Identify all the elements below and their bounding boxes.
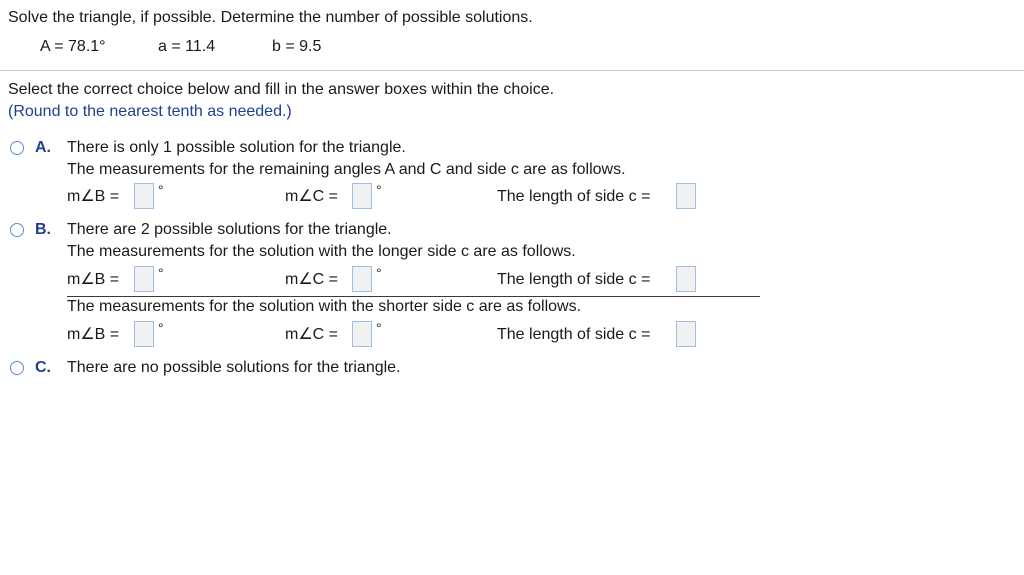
choice-a-radio[interactable] (10, 141, 24, 155)
choice-b-separator (67, 296, 760, 297)
question-text: Solve the triangle, if possible. Determine the number of possible solutions. (8, 9, 533, 26)
choice-b2-side-c-label: The length of side c = (497, 326, 651, 343)
choice-a-angle-c-label: m∠C = (285, 188, 339, 205)
choice-b1-angle-c-input[interactable] (352, 266, 372, 292)
choice-b-subtext-shorter: The measurements for the solution with the shorter side c are as follows. (67, 298, 582, 315)
choice-a-angle-b-degree: ° (158, 182, 164, 198)
choice-a-angle-c-input[interactable] (352, 183, 372, 209)
choice-b2-angle-b-label: m∠B = (67, 326, 120, 343)
choice-b1-angle-b-input[interactable] (134, 266, 154, 292)
choice-a-side-c-input[interactable] (676, 183, 696, 209)
given-side-b: b = 9.5 (272, 38, 322, 55)
choice-a-text: There is only 1 possible solution for the triangle. (67, 139, 406, 156)
choice-b1-angle-c-label: m∠C = (285, 271, 339, 288)
choice-a-letter: A. (35, 139, 51, 156)
choice-b-text: There are 2 possible solutions for the triangle. (67, 221, 392, 238)
instruction-text: Select the correct choice below and fill in the answer boxes within the choice. (8, 81, 555, 98)
choice-a-angle-c-degree: ° (376, 182, 382, 198)
header-divider (0, 70, 1024, 71)
rounding-note: (Round to the nearest tenth as needed.) (8, 103, 292, 120)
given-side-a: a = 11.4 (158, 38, 216, 55)
choice-b1-side-c-input[interactable] (676, 266, 696, 292)
choice-b1-side-c-label: The length of side c = (497, 271, 651, 288)
choice-b2-angle-b-input[interactable] (134, 321, 154, 347)
choice-b1-angle-b-label: m∠B = (67, 271, 120, 288)
choice-b-radio[interactable] (10, 223, 24, 237)
choice-c-text: There are no possible solutions for the triangle. (67, 359, 401, 376)
choice-b2-angle-c-input[interactable] (352, 321, 372, 347)
choice-a-side-c-label: The length of side c = (497, 188, 651, 205)
choice-b2-side-c-input[interactable] (676, 321, 696, 347)
choice-c-radio[interactable] (10, 361, 24, 375)
choice-b1-angle-b-degree: ° (158, 265, 164, 281)
choice-b2-angle-c-degree: ° (376, 320, 382, 336)
choice-a-angle-b-label: m∠B = (67, 188, 120, 205)
choice-b-subtext-longer: The measurements for the solution with the longer side c are as follows. (67, 243, 576, 260)
choice-a-subtext: The measurements for the remaining angles A and C and side c are as follows. (67, 161, 626, 178)
given-angle-A: A = 78.1° (40, 38, 106, 55)
choice-b2-angle-b-degree: ° (158, 320, 164, 336)
choice-b1-angle-c-degree: ° (376, 265, 382, 281)
choice-a-angle-b-input[interactable] (134, 183, 154, 209)
choice-b2-angle-c-label: m∠C = (285, 326, 339, 343)
choice-c-letter: C. (35, 359, 51, 376)
choice-b-letter: B. (35, 221, 51, 238)
